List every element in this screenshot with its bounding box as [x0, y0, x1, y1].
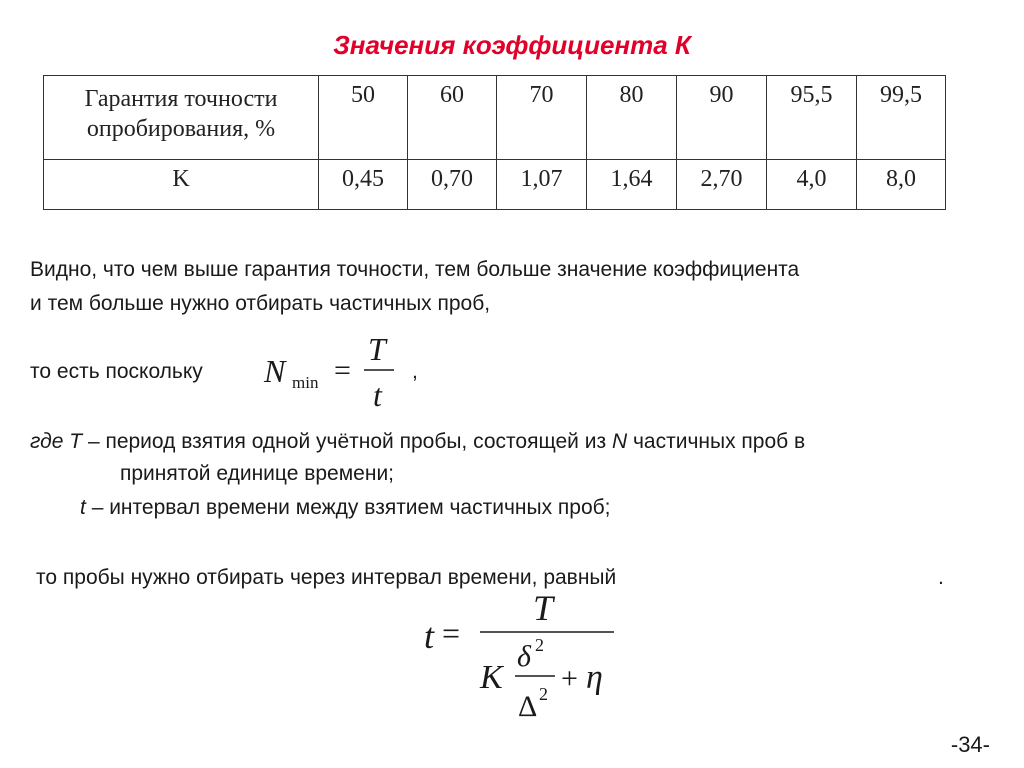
k-value-cell: 1,07: [497, 160, 587, 210]
header-value-cell: 90: [677, 76, 767, 160]
header-value-cell: 80: [587, 76, 677, 160]
k-value-cell: 1,64: [587, 160, 677, 210]
formula-n-symbol: N: [264, 353, 286, 389]
definition-small-t-line: [80, 496, 611, 520]
formula2-plus: +: [561, 662, 578, 695]
formula2-k: K: [480, 659, 503, 696]
formula2-numerator: T: [533, 588, 554, 628]
t-period-definition-b: частичных проб в: [632, 430, 806, 453]
formula2-delta-small-sq: 2: [535, 635, 544, 655]
k-value-cell: 0,70: [408, 160, 497, 210]
paragraph-line-2: и тем больше нужно отбирать частичных проб,: [30, 292, 491, 315]
header-value-cell: 99,5: [857, 76, 946, 160]
conclusion-line: то пробы нужно отбирать через интервал времени, равный: [36, 566, 617, 589]
small-t-definition: – интервал времени между взятием частичных проб;: [91, 496, 611, 519]
formula-denominator: t: [373, 377, 382, 412]
coefficient-table: [43, 75, 946, 210]
k-value-cell: 0,45: [319, 160, 408, 210]
formula-equals: =: [334, 354, 351, 387]
formula2-equals: =: [442, 615, 461, 651]
header-label-cell: Гарантия точности опробирования, %: [44, 76, 319, 160]
conclusion-period: .: [938, 566, 944, 589]
since-prefix: то есть поскольку: [30, 360, 203, 383]
formula2-lhs: t: [424, 616, 435, 656]
k-value-cell: 4,0: [767, 160, 857, 210]
formula2-eta: η: [586, 659, 603, 696]
definition-t-line-2: принятой единице времени;: [120, 462, 395, 485]
where-word: где: [30, 430, 64, 453]
small-t-symbol: t: [80, 496, 86, 519]
k-value-cell: 8,0: [857, 160, 946, 210]
formula-t-interval: [420, 588, 625, 728]
header-value-cell: 95,5: [767, 76, 857, 160]
definition-t-line: [30, 430, 805, 454]
formula-min-subscript: min: [292, 373, 319, 392]
t-period-symbol: T: [69, 430, 83, 453]
header-value-cell: 50: [319, 76, 408, 160]
page-number: -34-: [950, 732, 990, 757]
formula2-delta-big-sq: 2: [539, 684, 548, 704]
table-header-row: [44, 76, 946, 160]
formula-n-min: [262, 330, 402, 412]
table-k-row: [44, 160, 946, 210]
formula2-delta-big: Δ: [518, 690, 538, 723]
formula2-delta-small: δ: [517, 640, 531, 673]
since-suffix: ,: [412, 360, 418, 383]
header-value-cell: 60: [408, 76, 497, 160]
k-value-cell: 2,70: [677, 160, 767, 210]
n-symbol: N: [611, 430, 628, 453]
row-label-cell: K: [44, 160, 319, 210]
t-period-definition-a: – период взятия одной учётной пробы, состоящей из: [87, 430, 607, 453]
page-title: Значения коэффициента К: [333, 30, 691, 60]
paragraph-line-1: Видно, что чем выше гарантия точности, тем больше значение коэффициента: [30, 258, 800, 281]
formula-numerator: T: [368, 331, 386, 367]
header-value-cell: 70: [497, 76, 587, 160]
